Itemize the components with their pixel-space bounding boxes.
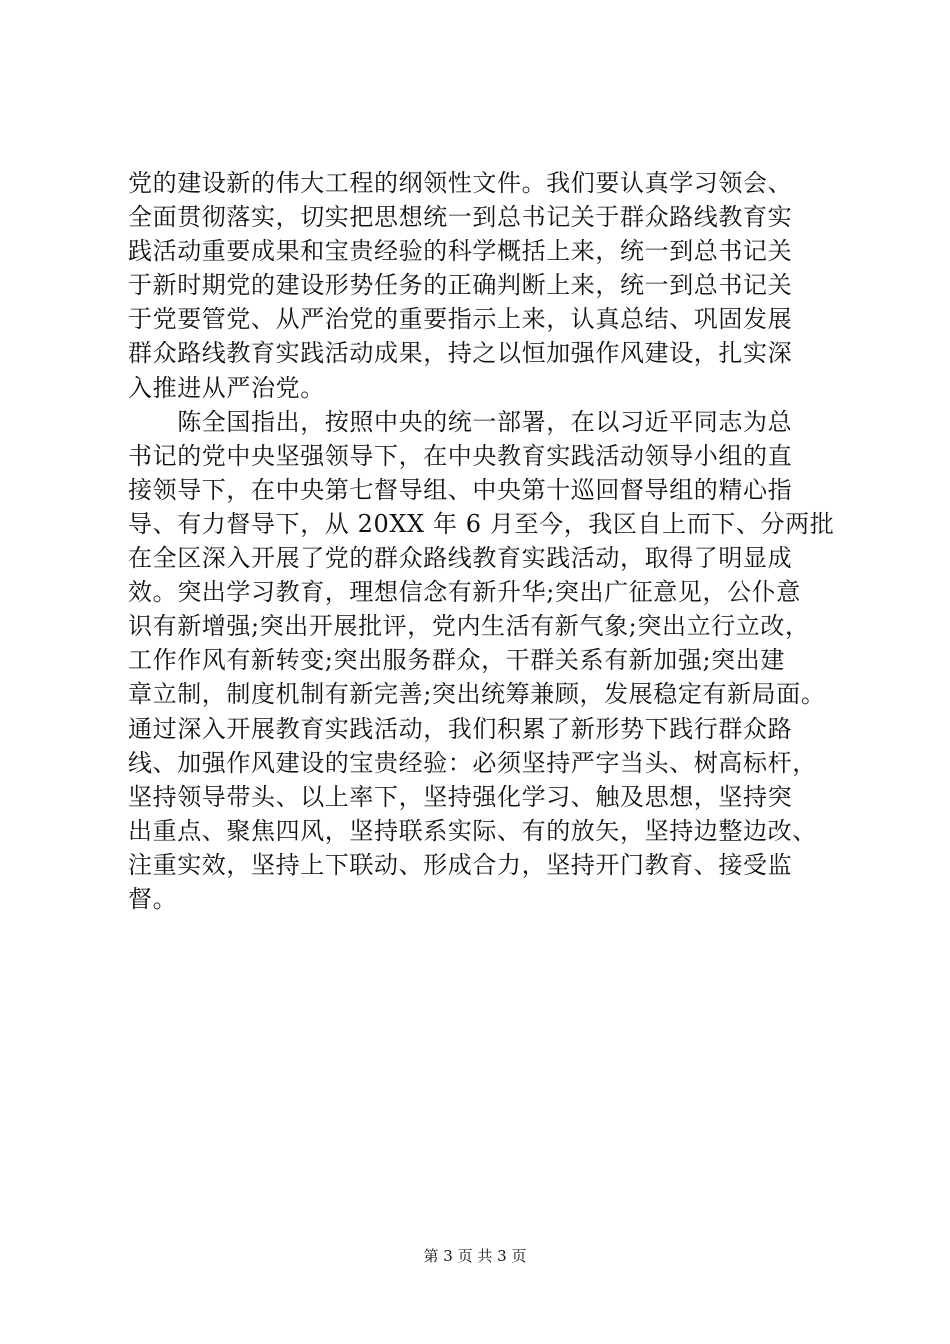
text-line: 入推进从严治党。 — [128, 373, 325, 402]
text-line: 章立制，制度机制有新完善;突出统筹兼顾，发展稳定有新局面。 — [128, 680, 826, 709]
text-line: 效。突出学习教育，理想信念有新升华;突出广征意见，公仆意 — [128, 578, 801, 607]
text-line: 于新时期党的建设形势任务的正确判断上来，统一到总书记关 — [128, 271, 793, 300]
text-line: 注重实效，坚持上下联动、形成合力，坚持开门教育、接受监 — [128, 850, 793, 879]
text-line: 督。 — [128, 884, 178, 913]
text-line: 于党要管党、从严治党的重要指示上来，认真总结、巩固发展 — [128, 305, 793, 334]
text-line: 群众路线教育实践活动成果，持之以恒加强作风建设，扎实深 — [128, 339, 793, 368]
text-line: 导、有力督导下，从 20XX 年 6 月至今，我区自上而下、分两批 — [128, 509, 835, 538]
text-line: 出重点、聚焦四风，坚持联系实际、有的放矢，坚持边整边改、 — [128, 816, 817, 845]
text-line: 接领导下，在中央第七督导组、中央第十巡回督导组的精心指 — [128, 475, 793, 504]
text-line: 书记的党中央坚强领导下，在中央教育实践活动领导小组的直 — [128, 441, 793, 470]
text-line: 陈全国指出，按照中央的统一部署，在以习近平同志为总 — [128, 407, 793, 436]
text-line: 全面贯彻落实，切实把思想统一到总书记关于群众路线教育实 — [128, 203, 793, 232]
document-body — [128, 166, 838, 916]
text-line: 在全区深入开展了党的群众路线教育实践活动，取得了明显成 — [128, 544, 793, 573]
text-line: 工作作风有新转变;突出服务群众，干群关系有新加强;突出建 — [128, 646, 785, 675]
text-line: 践活动重要成果和宝贵经验的科学概括上来，统一到总书记关 — [128, 237, 793, 266]
text-line: 党的建设新的伟大工程的纲领性文件。我们要认真学习领会、 — [128, 169, 793, 197]
page-number-footer: 第 3 页 共 3 页 — [423, 1247, 527, 1265]
text-line: 线、加强作风建设的宝贵经验：必须坚持严字当头、树高标杆， — [128, 748, 817, 777]
text-line: 通过深入开展教育实践活动，我们积累了新形势下践行群众路 — [128, 714, 793, 743]
text-line: 坚持领导带头、以上率下，坚持强化学习、触及思想，坚持突 — [128, 782, 793, 811]
text-line: 识有新增强;突出开展批评，党内生活有新气象;突出立行立改， — [128, 612, 810, 641]
